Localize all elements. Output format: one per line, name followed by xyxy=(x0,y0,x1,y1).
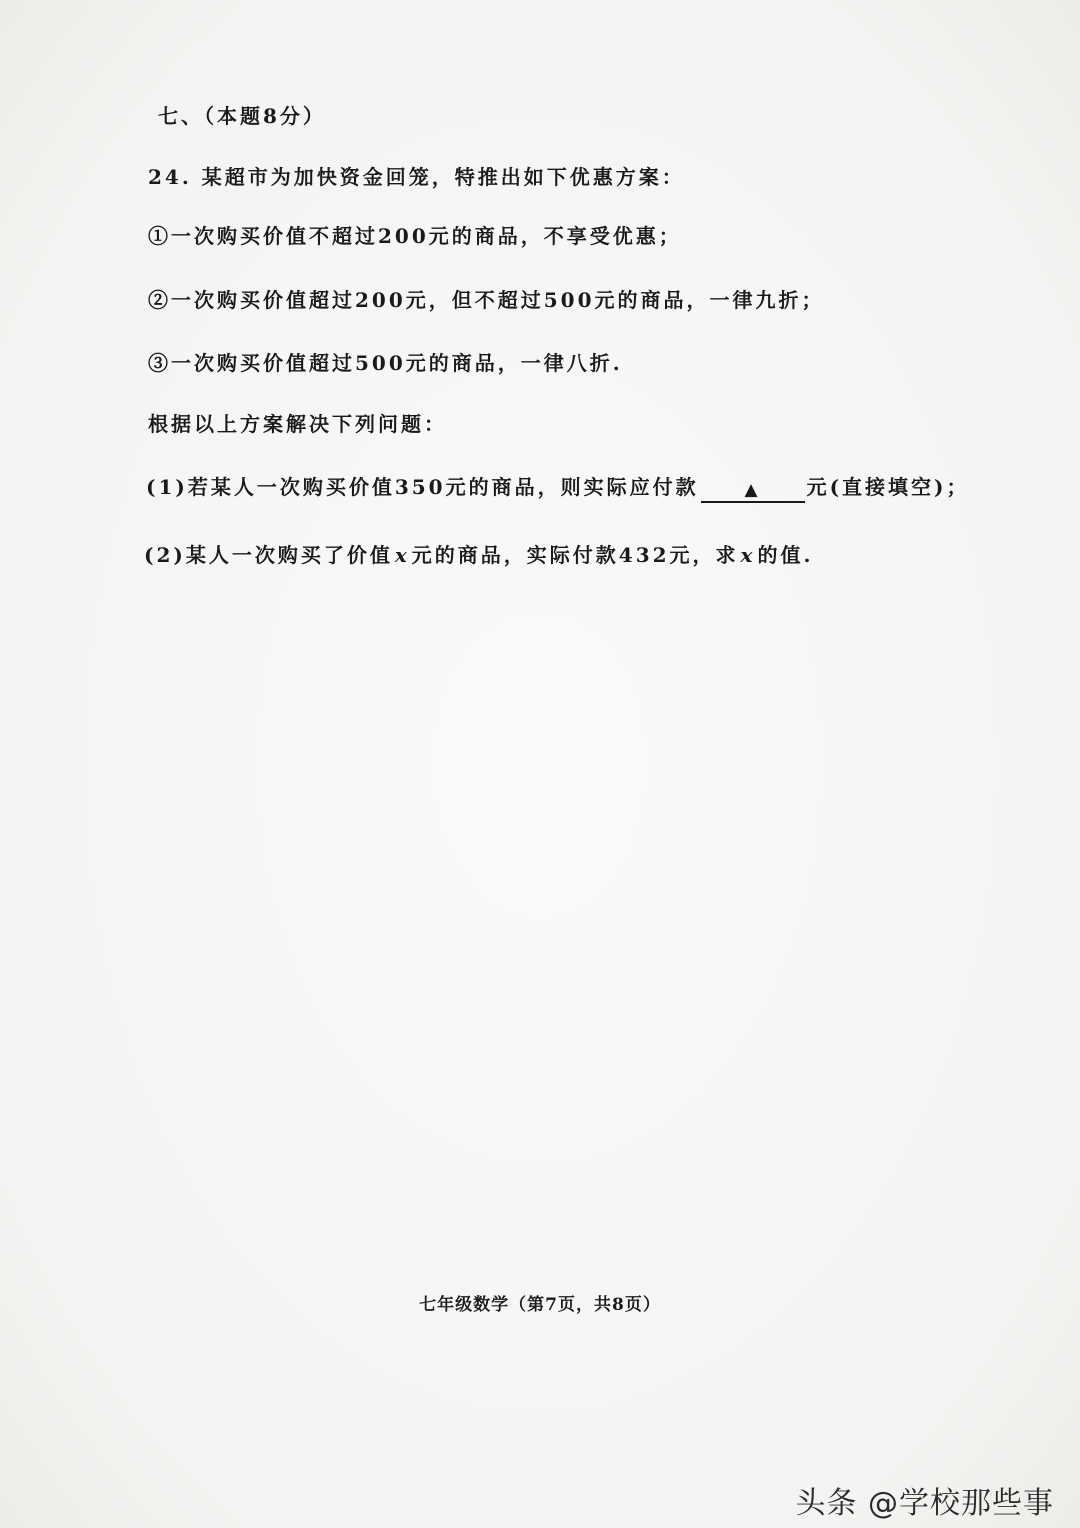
part-1-text-after: 元(直接填空)； xyxy=(806,475,970,499)
page-footer: 七年级数学（第7页，共8页） xyxy=(419,1295,661,1315)
part-1-text-before: (1)若某人一次购买价值350元的商品，则实际应付款 xyxy=(146,475,699,499)
part-2-text-middle: 元的商品，实际付款432元，求 xyxy=(411,543,739,567)
triangle-mark-icon: ▲ xyxy=(744,480,761,500)
variable-x-2: x xyxy=(740,543,756,567)
option-2: ②一次购买价值超过200元，但不超过500元的商品，一律九折； xyxy=(148,288,825,312)
answer-blank xyxy=(701,479,805,503)
part-2 xyxy=(144,545,813,565)
option-1: ①一次购买价值不超过200元的商品，不享受优惠； xyxy=(148,224,682,248)
question-24-stem: 24. 某超市为加快资金回笼，特推出如下优惠方案： xyxy=(148,165,685,189)
variable-x: x xyxy=(394,543,410,567)
watermark: 头条 @学校那些事 xyxy=(795,1486,1054,1521)
option-3: ③一次购买价值超过500元的商品，一律八折. xyxy=(148,351,623,375)
part-2-text-after: 的值. xyxy=(757,543,814,567)
section-heading: 七、（本题8分） xyxy=(158,104,326,128)
problem-intro: 根据以上方案解决下列问题： xyxy=(148,412,447,436)
part-2-text-before: (2)某人一次购买了价值 xyxy=(144,543,393,567)
part-1 xyxy=(146,477,970,501)
